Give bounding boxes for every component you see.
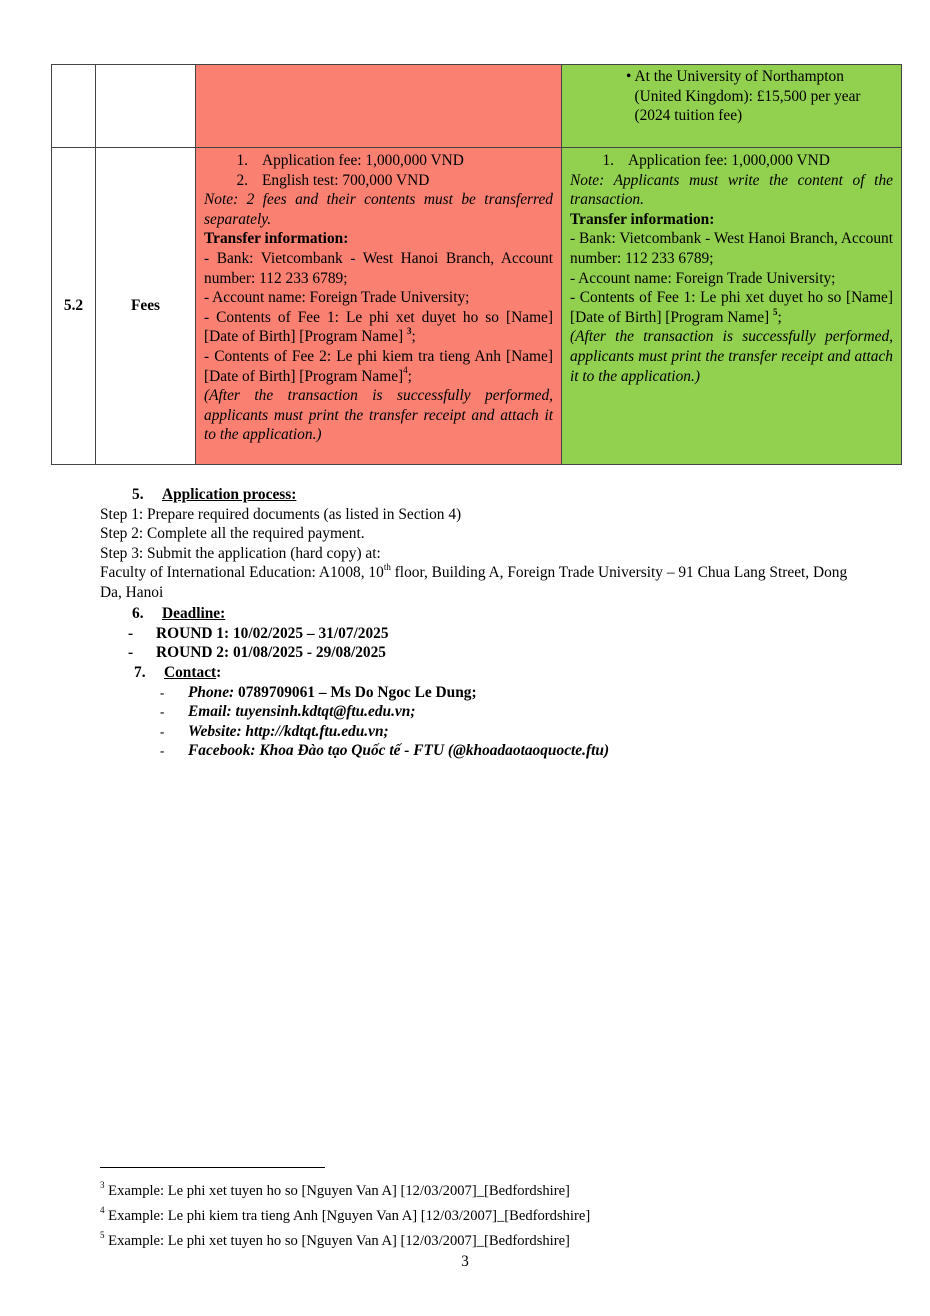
fees-table	[51, 64, 902, 465]
cell-label	[96, 65, 196, 148]
cell-left	[196, 65, 562, 148]
transfer-heading: Transfer information:	[204, 230, 349, 248]
bank-info: - Bank: Vietcombank - West Hanoi Branch, Account number: 112 233 6789;	[570, 230, 893, 267]
section-heading: 7. Contact :	[134, 664, 222, 681]
step-3: Step 3: Submit the application (hard copy) at:	[100, 544, 381, 562]
note: Note: Applicants must write the content of the transaction.	[570, 171, 893, 209]
step-2: Step 2: Complete all the required payment.	[100, 525, 365, 543]
account-name: - Account name: Foreign Trade University;	[204, 289, 470, 307]
section-heading: 5. Application process:	[132, 486, 297, 503]
fees-right-cell	[562, 148, 902, 465]
section-heading: 6. Deadline:	[132, 605, 226, 622]
fee2-content: - Contents of Fee 2: Le phi kiem tra tieng Anh [Name] [Date of Birth] [Program Name]$^4$;	[204, 347, 553, 385]
footnote-separator	[100, 1167, 325, 1168]
table-row	[52, 148, 902, 465]
bank-info: - Bank: Vietcombank - West Hanoi Branch, Account number: 112 233 6789;	[204, 249, 553, 287]
contact-section	[100, 663, 860, 761]
round-1: - ROUND 1: 10/02/2025 – 31/07/2025	[128, 624, 389, 642]
application-process-section	[100, 485, 860, 603]
contact-website: - Website: http://kdtqt.ftu.edu.vn;	[160, 722, 389, 740]
deadline-section	[100, 604, 860, 663]
footnote: $^4$ Example: Le phi kiem tra tieng Anh [Nguyen Van A] [12/03/2007]_[Bedfordshire]	[100, 1205, 591, 1224]
contact-facebook: - Facebook: Khoa Đào tạo Quốc tế - FTU (@khoadaotaoquocte.ftu)	[160, 742, 610, 760]
round-2: - ROUND 2: 01/08/2025 - 29/08/2025	[128, 644, 386, 662]
footnote: $^5$ Example: Le phi xet tuyen ho so [Nguyen Van A] [12/03/2007]_[Bedfordshire]	[100, 1230, 570, 1249]
fees-left-cell	[196, 148, 562, 465]
page-number: 3	[461, 1253, 469, 1270]
after-note: (After the transaction is successfully performed, applicants must print the transfer receipt and attach it to the application.)	[570, 328, 893, 385]
account-name: - Account name: Foreign Trade University;	[570, 269, 836, 287]
list-item-text: At the University of Northampton (United Kingdom): £15,500 per year (2024 tuition fee)	[634, 68, 861, 125]
fee1-content: - Contents of Fee 1: Le phi xet duyet ho so [Name] [Date of Birth] [Program Name] $^5$;	[570, 289, 893, 326]
fee1-content: - Contents of Fee 1: Le phi xet duyet ho so [Name] [Date of Birth] [Program Name] $^3$;	[204, 308, 553, 346]
footnote: $^3$ Example: Le phi xet tuyen ho so [Nguyen Van A] [12/03/2007]_[Bedfordshire]	[100, 1180, 570, 1199]
contact-email: - Email: tuyensinh.kdtqt@ftu.edu.vn;	[160, 703, 416, 721]
list-item: 2. English test: 700,000 VND	[236, 171, 430, 189]
address: Faculty of International Education: A1008, 10th floor, Building A, Foreign Trade University – 91 Chua Lang Street, Dong Da, Hanoi	[100, 562, 848, 601]
table-row	[52, 65, 902, 148]
cell-number	[52, 65, 96, 148]
transfer-heading: Transfer information:	[570, 210, 715, 228]
row-label: Fees	[96, 148, 196, 465]
row-number: 5.2	[52, 148, 96, 465]
list-item: 1. Application fee: 1,000,000 VND	[602, 152, 830, 169]
step-1: Step 1: Prepare required documents (as listed in Section 4)	[100, 505, 462, 523]
note: Note: 2 fees and their contents must be transferred separately.	[204, 191, 553, 228]
contact-phone: - Phone: 0789709061 – Ms Do Ngoc Le Dung;	[160, 683, 477, 701]
after-note: (After the transaction is successfully performed, applicants must print the transfer receipt and attach it to the application.)	[204, 387, 553, 444]
bullet-icon: •	[626, 68, 632, 85]
list-item	[626, 67, 893, 126]
cell-right	[562, 65, 902, 148]
list-item: 1. Application fee: 1,000,000 VND	[236, 152, 464, 169]
